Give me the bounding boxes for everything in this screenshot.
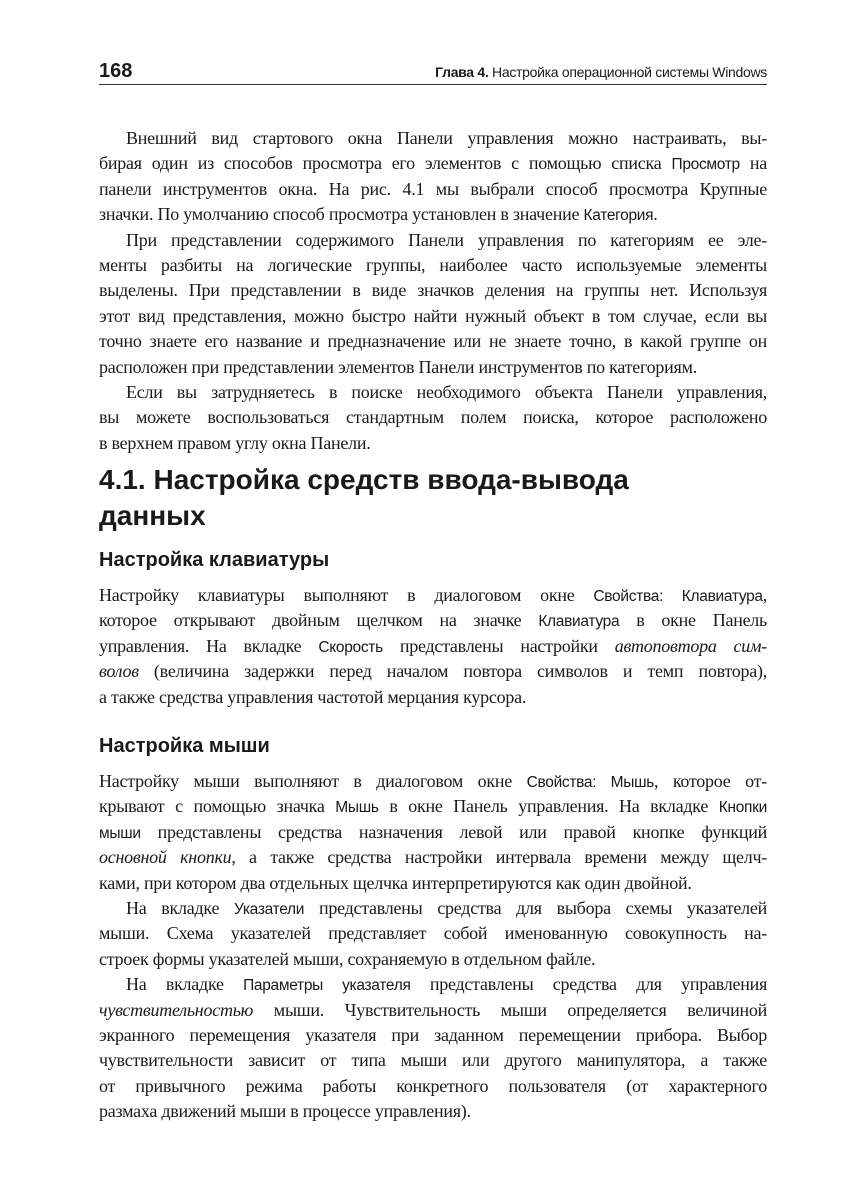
text-run: которое открывают двойным щелчком на значке xyxy=(99,610,539,631)
text-run: панели инструментов окна. На рис. 4.1 мы выбрали способ просмотра Крупные xyxy=(99,178,767,199)
text-run: мыши. Чувствительность мыши определяется величиной xyxy=(253,999,767,1020)
text-run: выделены. При представлении в виде значков деления на группы нет. Используя xyxy=(99,280,767,301)
text-line xyxy=(99,1050,767,1075)
text-line xyxy=(99,255,767,280)
text-run: При представлении содержимого Панели управления по категориям ее эле- xyxy=(126,229,767,250)
text-run: в окне Панель xyxy=(619,610,768,631)
text-run: , xyxy=(762,585,767,605)
emphasis: автоповтора сим- xyxy=(614,635,767,656)
keyboard-text xyxy=(99,585,767,712)
paragraph xyxy=(99,771,767,898)
text-run: (величина задержки перед началом повтора символов и темп повтора), xyxy=(138,661,767,682)
ui-term: Мышь xyxy=(335,799,379,817)
ui-term: Указатели xyxy=(234,900,305,918)
text-run: На вкладке xyxy=(126,897,234,918)
text-run: а также средства управления частотой мерцания курсора. xyxy=(99,686,527,707)
page-number: 168 xyxy=(99,60,133,82)
text-run: на xyxy=(739,153,767,174)
ui-term: мыши xyxy=(99,824,141,842)
ui-term: Просмотр xyxy=(671,156,740,174)
text-run: строек формы указателей мыши, сохраняемую в отдельном файле. xyxy=(99,948,596,969)
text-line xyxy=(99,280,767,305)
text-line xyxy=(99,433,767,458)
text-run: представлены средства для выбора схемы указателей xyxy=(304,897,767,918)
text-run: Если вы затрудняетесь в поиске необходимого объекта Панели управления, xyxy=(126,381,767,402)
text-run: размаха движений мыши в процессе управления). xyxy=(99,1101,471,1122)
text-run: вы можете воспользоваться стандартным полем поиска, которое расположено xyxy=(99,407,767,428)
text-run: этот вид представления, можно быстро найти нужный объект в том случае, если вы xyxy=(99,305,767,326)
text-run: экранного перемещения указателя при заданном перемещении прибора. Выбор xyxy=(99,1024,767,1045)
text-run: мыши. Схема указателей представляет собой именованную совокупность на- xyxy=(99,923,767,944)
emphasis: основной кнопки xyxy=(99,847,232,868)
text-run: расположен при представлении элементов Панели инструментов по категориям. xyxy=(99,356,697,377)
section-heading-line2: данных xyxy=(99,500,206,531)
chapter-label: Глава 4. xyxy=(435,64,489,80)
text-run: ками, при котором два отдельных щелчка интерпретируются как один двойной. xyxy=(99,872,692,893)
section-heading-line1: 4.1. Настройка средств ввода-вывода xyxy=(99,464,629,495)
text-run: представлены настройки xyxy=(382,635,615,656)
mouse-heading: Настройка мыши xyxy=(99,735,270,757)
text-line xyxy=(99,898,767,923)
text-line xyxy=(99,382,767,407)
text-run: бирая один из способов просмотра его элементов с помощью списка xyxy=(99,153,672,174)
text-line xyxy=(99,873,767,898)
text-line xyxy=(99,822,767,847)
text-line xyxy=(99,1000,767,1025)
text-run: значки. По умолчанию способ просмотра установлен в значение xyxy=(99,204,584,225)
ui-term: Свойства: Мышь xyxy=(526,774,654,791)
text-line xyxy=(99,204,767,229)
text-line xyxy=(99,687,767,712)
text-line xyxy=(99,636,767,661)
text-run: менты разбиты на логические группы, наиболее часто используемые элементы xyxy=(99,254,767,275)
text-line xyxy=(99,661,767,686)
text-run: представлены средства назначения левой или правой кнопке функций xyxy=(140,821,767,842)
running-header xyxy=(99,60,767,85)
text-run: управления. На вкладке xyxy=(99,635,319,656)
text-line xyxy=(99,230,767,255)
text-line xyxy=(99,610,767,635)
paragraph xyxy=(99,230,767,382)
text-line xyxy=(99,974,767,999)
text-run: Внешний вид стартового окна Панели управления можно настраивать, вы- xyxy=(126,128,767,148)
ui-term: Скорость xyxy=(318,638,383,656)
paragraph xyxy=(99,382,767,458)
text-line xyxy=(99,1101,767,1126)
paragraph xyxy=(99,898,767,974)
ui-term: Категория xyxy=(583,207,654,225)
paragraph xyxy=(99,128,767,230)
text-line xyxy=(99,949,767,974)
mouse-text xyxy=(99,771,767,1126)
text-run: от привычного режима работы конкретного пользователя (от характерного xyxy=(99,1075,767,1096)
emphasis: чувствительностью xyxy=(99,999,254,1020)
ui-term: Параметры указателя xyxy=(243,977,411,995)
intro-text xyxy=(99,128,767,458)
text-run: . xyxy=(653,204,658,225)
text-line xyxy=(99,1025,767,1050)
emphasis: волов xyxy=(99,661,139,682)
text-line xyxy=(99,128,767,153)
ui-term: Клавиатура xyxy=(538,613,620,631)
text-line xyxy=(99,306,767,331)
text-line xyxy=(99,407,767,432)
text-run: в окне Панель управления. На вкладке xyxy=(378,796,719,817)
text-line xyxy=(99,1076,767,1101)
paragraph xyxy=(99,974,767,1126)
text-line xyxy=(99,923,767,948)
text-line xyxy=(99,585,767,610)
text-line xyxy=(99,771,767,796)
text-run: , а также средства настройки интервала времени между щелч- xyxy=(231,847,768,868)
text-line xyxy=(99,847,767,872)
text-line xyxy=(99,357,767,382)
chapter-title: Настройка операционной системы Windows xyxy=(492,64,767,80)
text-line xyxy=(99,153,767,178)
text-run: в верхнем правом углу окна Панели. xyxy=(99,432,371,453)
text-run: На вкладке xyxy=(126,974,244,995)
text-line xyxy=(99,179,767,204)
paragraph xyxy=(99,585,767,712)
text-run: , которое от- xyxy=(653,771,767,791)
text-line xyxy=(99,796,767,821)
running-title xyxy=(435,64,767,80)
text-run: представлены средства для управления xyxy=(410,974,767,995)
keyboard-heading: Настройка клавиатуры xyxy=(99,549,330,571)
text-run: Настройку мыши выполняют в диалоговом окне xyxy=(99,771,527,791)
text-run: точно знаете его название и предназначение или не знаете точно, в какой группе он xyxy=(99,331,767,352)
ui-term: Свойства: Клавиатура xyxy=(593,588,763,605)
text-run: чувствительности зависит от типа мыши или другого манипулятора, а также xyxy=(99,1050,767,1071)
ui-term: Кнопки xyxy=(718,799,767,817)
text-run: Настройку клавиатуры выполняют в диалоговом окне xyxy=(99,585,594,605)
section-heading xyxy=(99,462,767,534)
text-line xyxy=(99,331,767,356)
text-run: крывают с помощью значка xyxy=(99,796,336,817)
